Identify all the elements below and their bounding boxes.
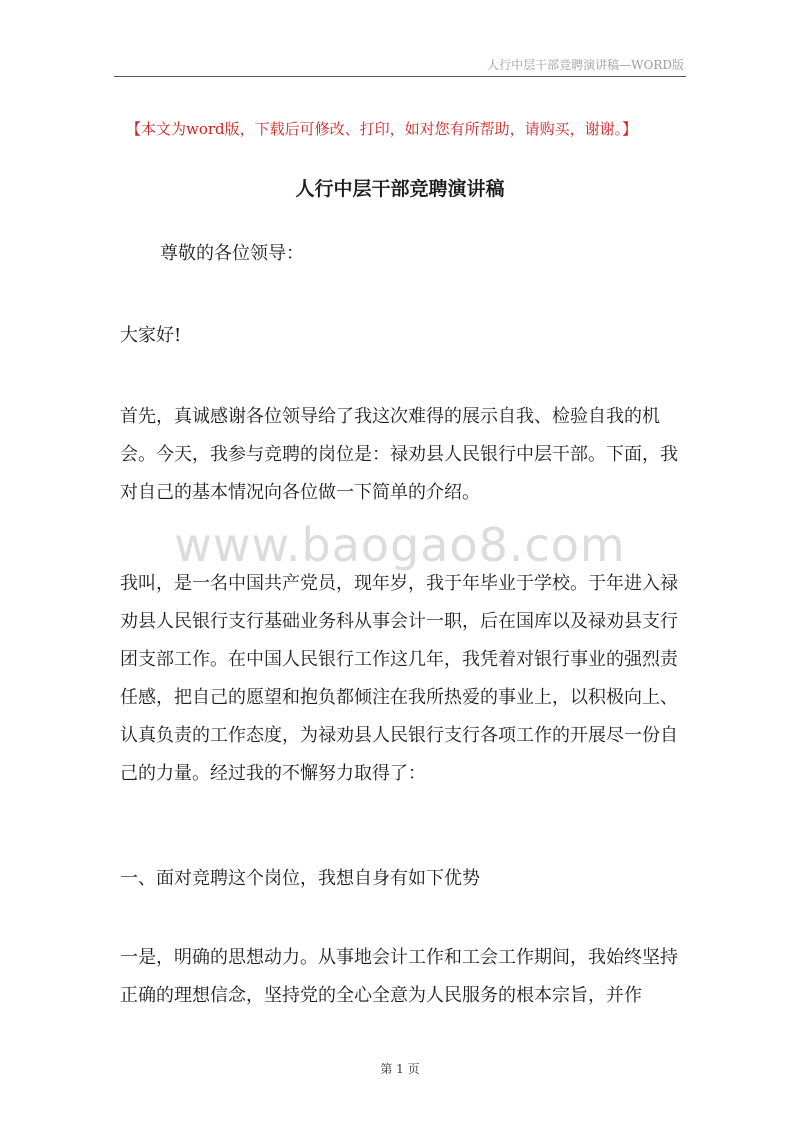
running-header: 人行中层干部竞聘演讲稿—WORD版 (487, 58, 684, 72)
paragraph-point-one: 一是，明确的思想动力。从事地会计工作和工会工作期间，我始终坚持正确的理想信念，坚持党的全心全意为人民服务的根本宗旨，并作 (120, 947, 678, 1006)
paragraph-self-intro: 我叫，是一名中国共产党员，现年岁，我于年毕业于学校。于年进入禄劝县人民银行支行基础业务科从事会计一职，后在国库以及禄劝县支行团支部工作。在中国人民银行工作这几年，我凭着对银行事业的强烈责任感，把自己的愿望和抱负都倾注在我所热爱的事业上，以积极向上、认真负责的工作态度，为禄劝县人民银行支行各项工作的开展尽一份自己的力量。经过我的不懈努力取得了： (120, 573, 678, 784)
watermark: www.baogao8.com (174, 518, 626, 572)
header-divider (114, 76, 686, 77)
download-notice: 【本文为word版，下载后可修改、打印，如对您有所帮助，请购买，谢谢。】 (126, 120, 638, 138)
paragraph-thanks: 首先，真诚感谢各位领导给了我这次难得的展示自我、检验自我的机会。今天，我参与竞聘的岗位是：禄劝县人民银行中层干部。下面，我对自己的基本情况向各位做一下简单的介绍。 (120, 406, 678, 503)
page-number: 第 1 页 (380, 1062, 420, 1076)
greeting-line: 尊敬的各位领导： (160, 243, 304, 264)
document-title: 人行中层干部竞聘演讲稿 (295, 178, 505, 200)
paragraph-hello: 大家好! (120, 325, 182, 346)
section-heading: 一、面对竞聘这个岗位，我想自身有如下优势 (120, 868, 480, 889)
